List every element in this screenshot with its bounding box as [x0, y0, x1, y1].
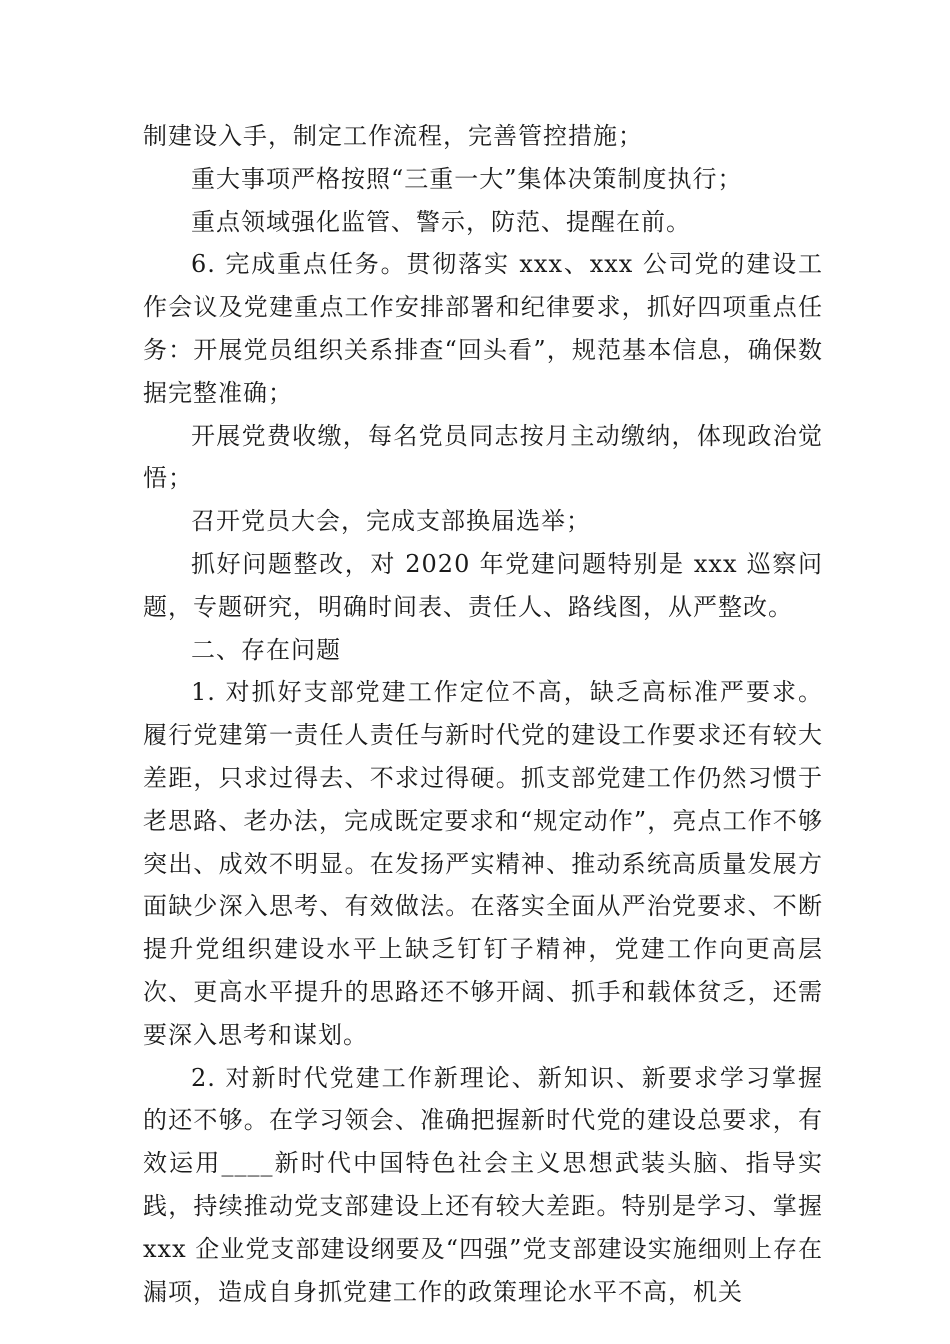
paragraph: 重点领域强化监管、警示，防范、提醒在前。: [191, 207, 691, 236]
paragraph: 开展党费收缴，每名党员同志按月主动缴纳，体现政治觉悟；: [143, 421, 823, 493]
paragraph: 2. 对新时代党建工作新理论、新知识、新要求学习掌握的还不够。在学习领会、准确把握新时代党的建设总要求，有效运用____新时代中国特色社会主义思想武装头脑、指导实践，持续推动党支部建设上还有较大差距。特别是学习、掌握 xxx 企业党支部建设纲要及“四强”党支部建设实施细则上存在漏项，造成自身抓党建工作的政策理论水平不高，机关: [143, 1063, 823, 1306]
paragraph: 1. 对抓好支部党建工作定位不高，缺乏高标准严要求。履行党建第一责任人责任与新时代党的建设工作要求还有较大差距，只求过得去、不求过得硬。抓支部党建工作仍然习惯于老思路、老办法，完成既定要求和“规定动作”，亮点工作不够突出、成效不明显。在发扬严实精神、推动系统高质量发展方面缺少深入思考、有效做法。在落实全面从严治党要求、不断提升党组织建设水平上缺乏钉钉子精神，党建工作向更高层次、更高水平提升的思路还不够开阔、抓手和载体贫乏，还需要深入思考和谋划。: [143, 678, 823, 1049]
section-heading: 二、存在问题: [191, 635, 341, 664]
paragraph: 6. 完成重点任务。贯彻落实 xxx、xxx 公司党的建设工作会议及党建重点工作安排部署和纪律要求，抓好四项重点任务：开展党员组织关系排查“回头看”，规范基本信息，确保数据完整准确；: [143, 250, 823, 407]
paragraph: 重大事项严格按照“三重一大”集体决策制度执行；: [191, 164, 743, 193]
document-page: [143, 115, 823, 1313]
paragraph: 抓好问题整改，对 2020 年党建问题特别是 xxx 巡察问题，专题研究，明确时间表、责任人、路线图，从严整改。: [143, 549, 823, 621]
paragraph: 召开党员大会，完成支部换届选举；: [191, 507, 591, 536]
paragraph: 制建设入手，制定工作流程，完善管控措施；: [143, 122, 643, 150]
